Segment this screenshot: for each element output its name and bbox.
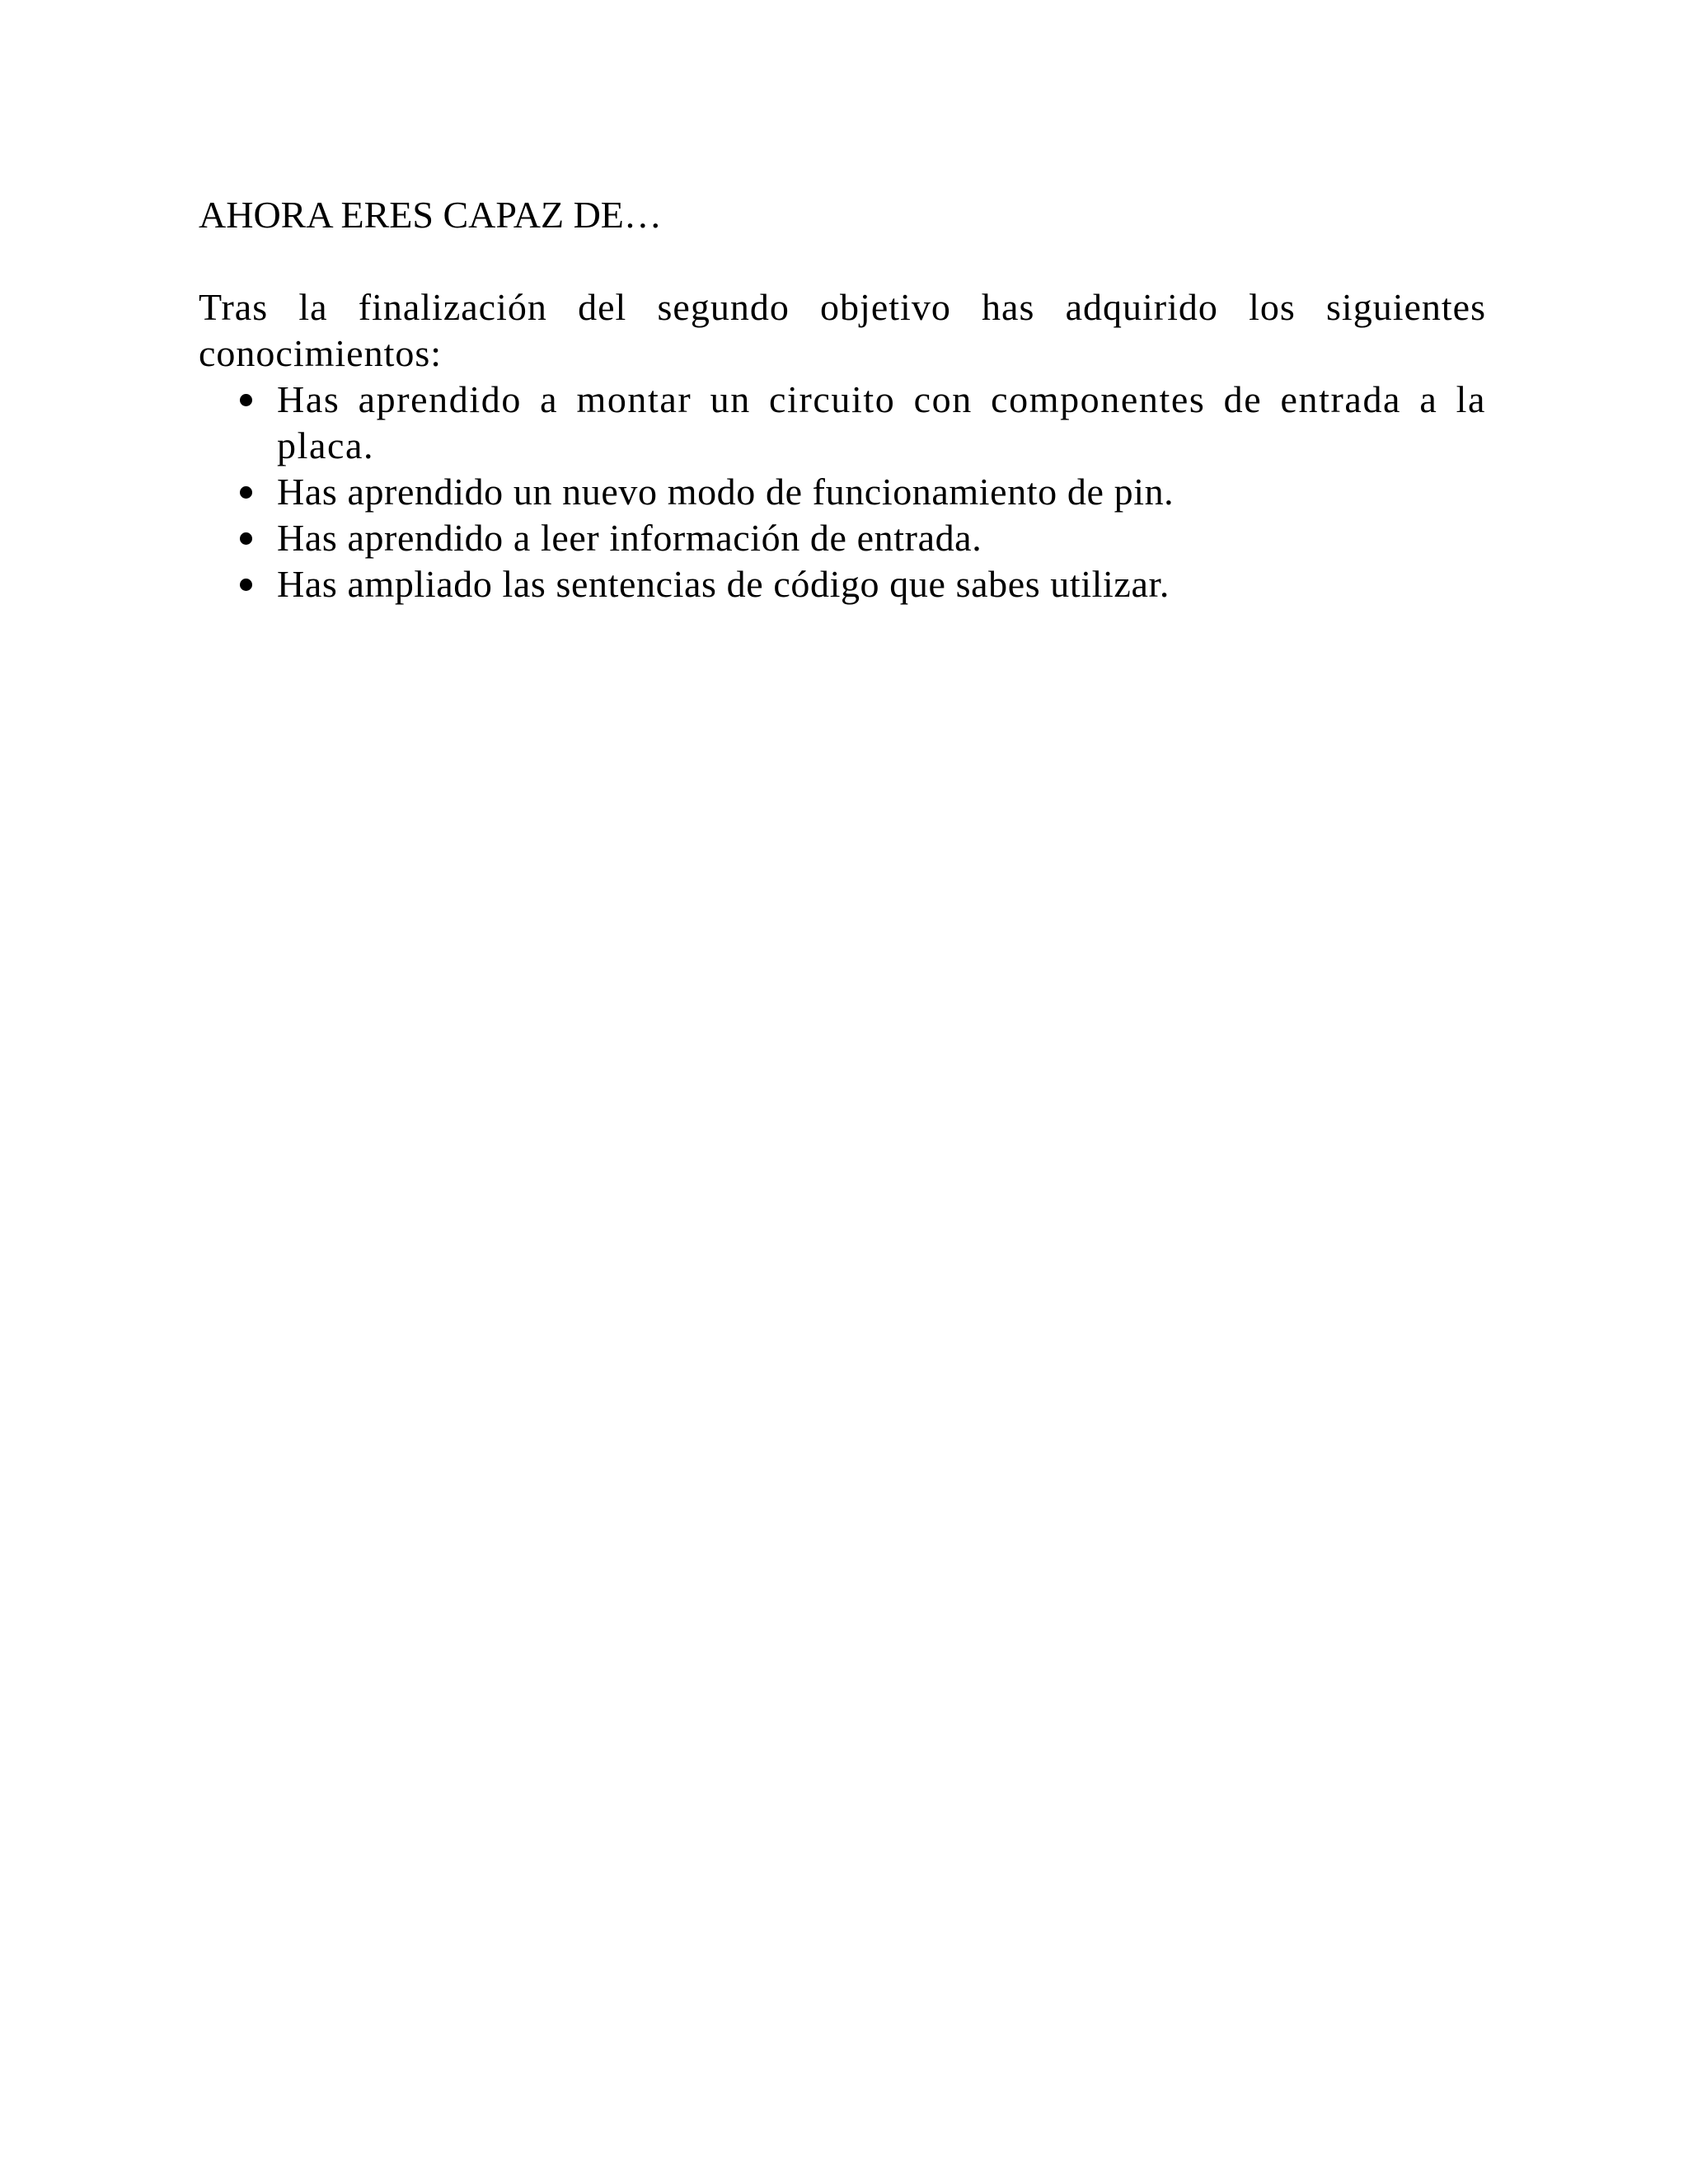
list-item <box>199 469 1486 515</box>
bullet-icon <box>240 394 252 406</box>
list-item <box>199 377 1486 469</box>
knowledge-list <box>199 377 1486 607</box>
bullet-icon <box>240 532 252 545</box>
list-item-text: Has ampliado las sentencias de código que sabes utilizar. <box>277 563 1170 605</box>
list-item <box>199 561 1486 607</box>
list-item-text: Has aprendido a leer información de entrada. <box>277 517 982 559</box>
list-item <box>199 515 1486 561</box>
document-body <box>199 192 1486 607</box>
list-item-text: Has aprendido un nuevo modo de funcionamiento de pin. <box>277 471 1175 513</box>
bullet-icon <box>240 579 252 591</box>
section-heading: AHORA ERES CAPAZ DE… <box>199 194 662 236</box>
list-item-text: Has aprendido a montar un circuito con componentes de entrada a la placa. <box>277 378 1486 466</box>
intro-paragraph: Tras la finalización del segundo objetivo has adquirido los siguientes conocimientos: <box>199 286 1486 374</box>
bullet-icon <box>240 486 252 499</box>
